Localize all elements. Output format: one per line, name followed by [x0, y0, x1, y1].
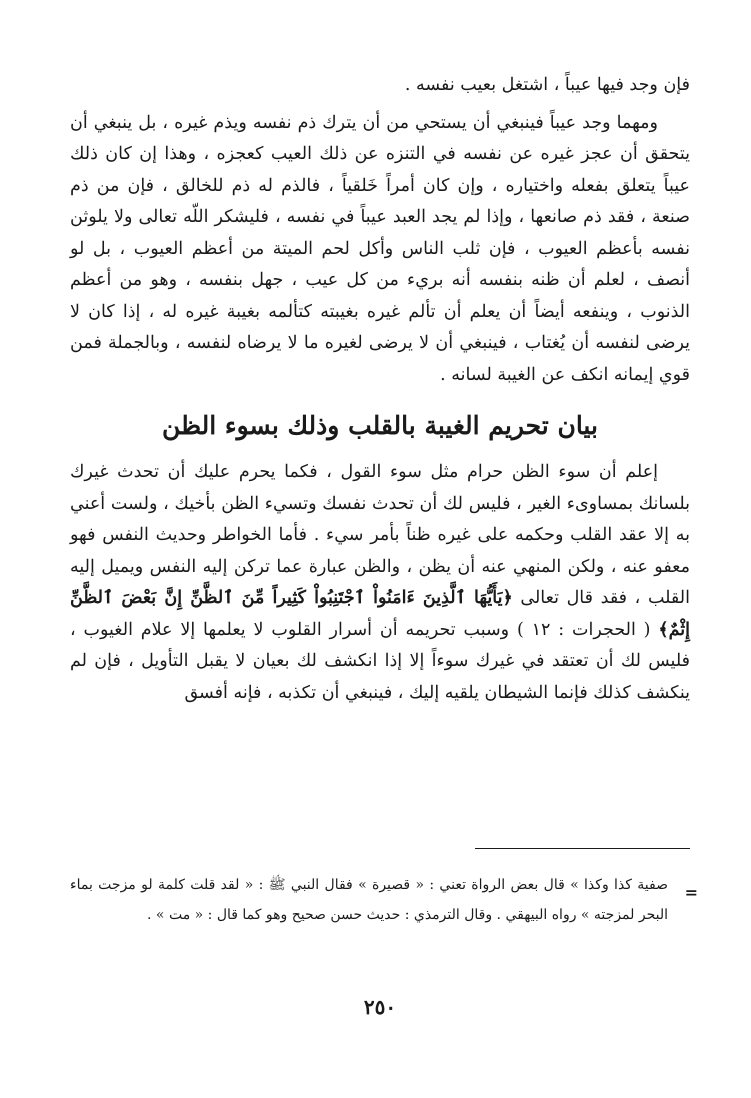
page-number: ٢٥٠	[363, 995, 397, 1019]
footnote	[70, 870, 698, 930]
paragraph-body: ومهما وجد عيباً فينبغي أن يستحي من أن يترك ذم نفسه ويذم غيره ، بل ينبغي أن يتحقق أن عجز غيره عن نفسه في التنزه عن ذلك العيب كعجزه ، وهذا إن كان ذلك عيباً يتعلق بفعله واختياره ، وإن كان أمراً خَلقياً ، فالذم له ذم للخالق ، فإن من ذم صنعة ، فقد ذم صانعها ، وإذا لم يجد العبد عيباً في نفسه ، فليشكر اللّه تعالى ولا يلوثن نفسه بأعظم العيوب ، فإن ثلب الناس وأكل لحم الميتة من أعظم العيوب ، بل لو أنصف ، لعلم أن ظنه بنفسه أنه بريء من كل عيب ، جهل بنفسه ، وهو من أعظم الذنوب ، وينفعه أيضاً أن يعلم أن تألم غيره بغيبته كتألمه بغيبة غيره له ، إذا كان لا يرضى لنفسه أن يُغتاب ، فينبغي أن لا يرضى لغيره ما لا يرضاه لنفسه ، وبالجملة فمن قوي إيمانه انكف عن الغيبة لسانه .	[70, 112, 690, 385]
book-page	[70, 70, 698, 1070]
paragraph-section-text-before: إعلم أن سوء الظن حرام مثل سوء القول ، فكما يحرم عليك أن تحدث غيرك بلسانك بمساوىء الغير ، فليس لك أن تحدث نفسك وتسيء الظن بأخيك ، ولست أعني به إلا عقد القلب وحكمه على غيره ظناً بأمر سيء . فأما الخواطر وحديث النفس فهو معفو عنه ، ولكن المنهي عنه أن يظن ، والظن عبارة عما تركن إليه النفس ويميل إليه القلب ، فقد قال تعالى	[70, 462, 690, 608]
footnote-marker: =	[684, 883, 698, 902]
footnote-divider	[475, 848, 690, 849]
paragraph-section-body	[70, 457, 690, 709]
footnote-text: صفية كذا وكذا » قال بعض الرواة تعني : « قصيرة » فقال النبي ﷺ : « لقد قلت كلمة لو مزجت بماء البحر لمزجته » رواه البيهقي . وقال الترمذي : حديث حسن صحيح وهو كما قال : « مت » .	[70, 877, 668, 923]
paragraph-continuation: فإن وجد فيها عيباً ، اشتغل بعيب نفسه .	[404, 75, 690, 95]
quran-verse: ﴿يَأَيُّهَا ٱلَّذِينَ ءَامَنُواْ ٱجْتَنِبُواْ كَثِيراً مِّنَ ٱلظَّنِّ إِنَّ بَعْضَ ٱلظَّنِّ إِثْمٌ﴾	[70, 588, 690, 640]
paragraph-section-text-after: ( الحجرات : ١٢ ) وسبب تحريمه أن أسرار القلوب لا يعلمها إلا علام الغيوب ، فليس لك أن تعتقد في غيرك سوءاً إلا إذا انكشف لك بعيان لا يقبل التأويل ، فإن لم ينكشف كذلك فإنما الشيطان يلقيه إليك ، فينبغي أن تكذبه ، فإنه أفسق	[70, 619, 690, 703]
section-heading: بيان تحريم الغيبة بالقلب وذلك بسوء الظن	[162, 411, 598, 440]
